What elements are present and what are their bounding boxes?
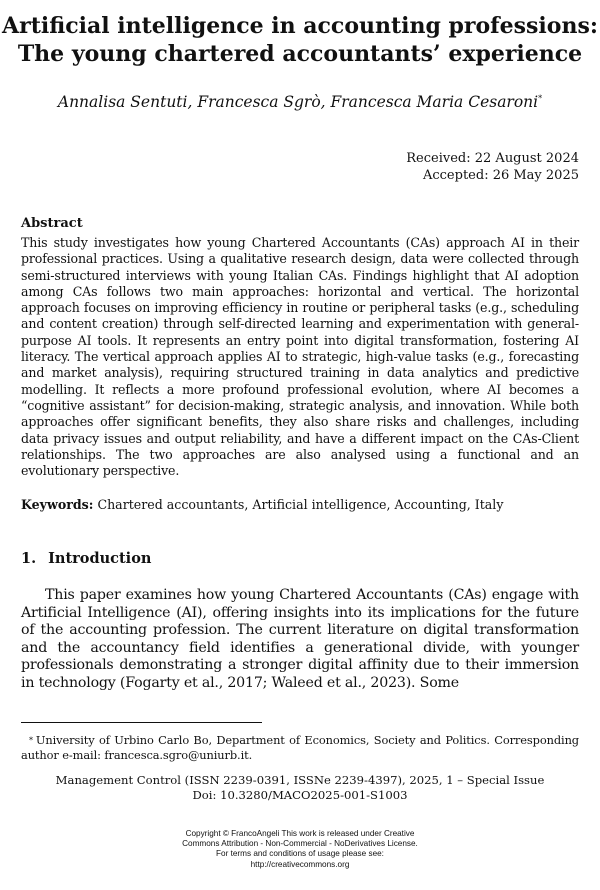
paper-title-line-1: Artificial intelligence in accounting professions: <box>2 13 598 39</box>
author-list <box>0 93 600 111</box>
author-affiliation-footnote <box>21 733 579 763</box>
keywords-label: Keywords: <box>21 497 94 512</box>
copyright-link: http://creativecommons.org <box>250 859 350 869</box>
accepted-date: Accepted: 26 May 2025 <box>422 168 579 183</box>
author-names: Annalisa Sentuti, Francesca Sgrò, Francesca Maria Cesaroni <box>57 93 539 111</box>
abstract-heading: Abstract <box>21 216 83 231</box>
journal-info: Management Control (ISSN 2239-0391, ISSNe 2239-4397), 2025, 1 – Special Issue <box>55 773 545 787</box>
copyright-line-1: Copyright © FrancoAngeli This work is released under Creative <box>185 829 415 838</box>
journal-citation <box>0 773 600 803</box>
copyright-line-2: Commons Attribution - Non-Commercial - NoDerivatives License. <box>182 839 418 849</box>
footnote-mark: * <box>29 736 33 745</box>
abstract-text: This study investigates how young Chartered Accountants (CAs) approach AI in their professional practices. Using a qualitative research design, data were collected through semi-structured interviews with young Italian CAs. Findings highlight that AI adoption among CAs follows two main approaches: horizontal and vertical. The horizontal approach focuses on improving efficiency in routine or peripheral tasks (e.g., scheduling and content creation) through self-directed learning and experimentation with general-purpose AI tools. It represents an entry point into digital transformation, fostering AI literacy. The vertical approach applies AI to strategic, high-value tasks (e.g., forecasting and market analysis), requiring structured training in data analytics and predictive modelling. It reflects a more profound professional evolution, where AI becomes a “cognitive assistant” for decision-making, strategic analysis, and innovation. While both approaches offer significant benefits, they also share risks and challenges, including data privacy issues and output reliability, and have a different impact on the CAs-Client relationships. The two approaches are also analysed using a functional and an evolutionary perspective. <box>21 235 579 479</box>
paper-title <box>0 12 600 68</box>
author-footnote-mark: * <box>538 93 543 103</box>
section-title: Introduction <box>48 550 152 567</box>
section-number: 1. <box>21 550 37 567</box>
section-heading-introduction <box>21 550 151 567</box>
paper-title-line-2: The young chartered accountants’ experience <box>17 41 583 67</box>
copyright-notice <box>0 829 600 870</box>
footnote-divider <box>21 722 262 723</box>
footnote-text: University of Urbino Carlo Bo, Department of Economics, Society and Politics. Corresponding author e-mail: francesca.sgro@uniurb.it. <box>21 733 579 762</box>
doi: Doi: 10.3280/MACO2025-001-S1003 <box>192 788 408 802</box>
received-date: Received: 22 August 2024 <box>406 151 579 166</box>
keywords-list: Chartered accountants, Artificial intelligence, Accounting, Italy <box>97 497 504 512</box>
submission-dates <box>406 150 579 184</box>
copyright-line-3: For terms and conditions of usage please see: <box>216 849 384 859</box>
introduction-paragraph: This paper examines how young Chartered Accountants (CAs) engage with Artificial Intelligence (AI), offering insights into its implications for the future of the accounting profession. The current literature on digital transformation and the accountancy field identifies a generational divide, with younger professionals demonstrating a stronger digital affinity due to their immersion in technology (Fogarty et al., 2017; Waleed et al., 2023). Some <box>21 587 579 691</box>
keywords <box>21 497 503 512</box>
